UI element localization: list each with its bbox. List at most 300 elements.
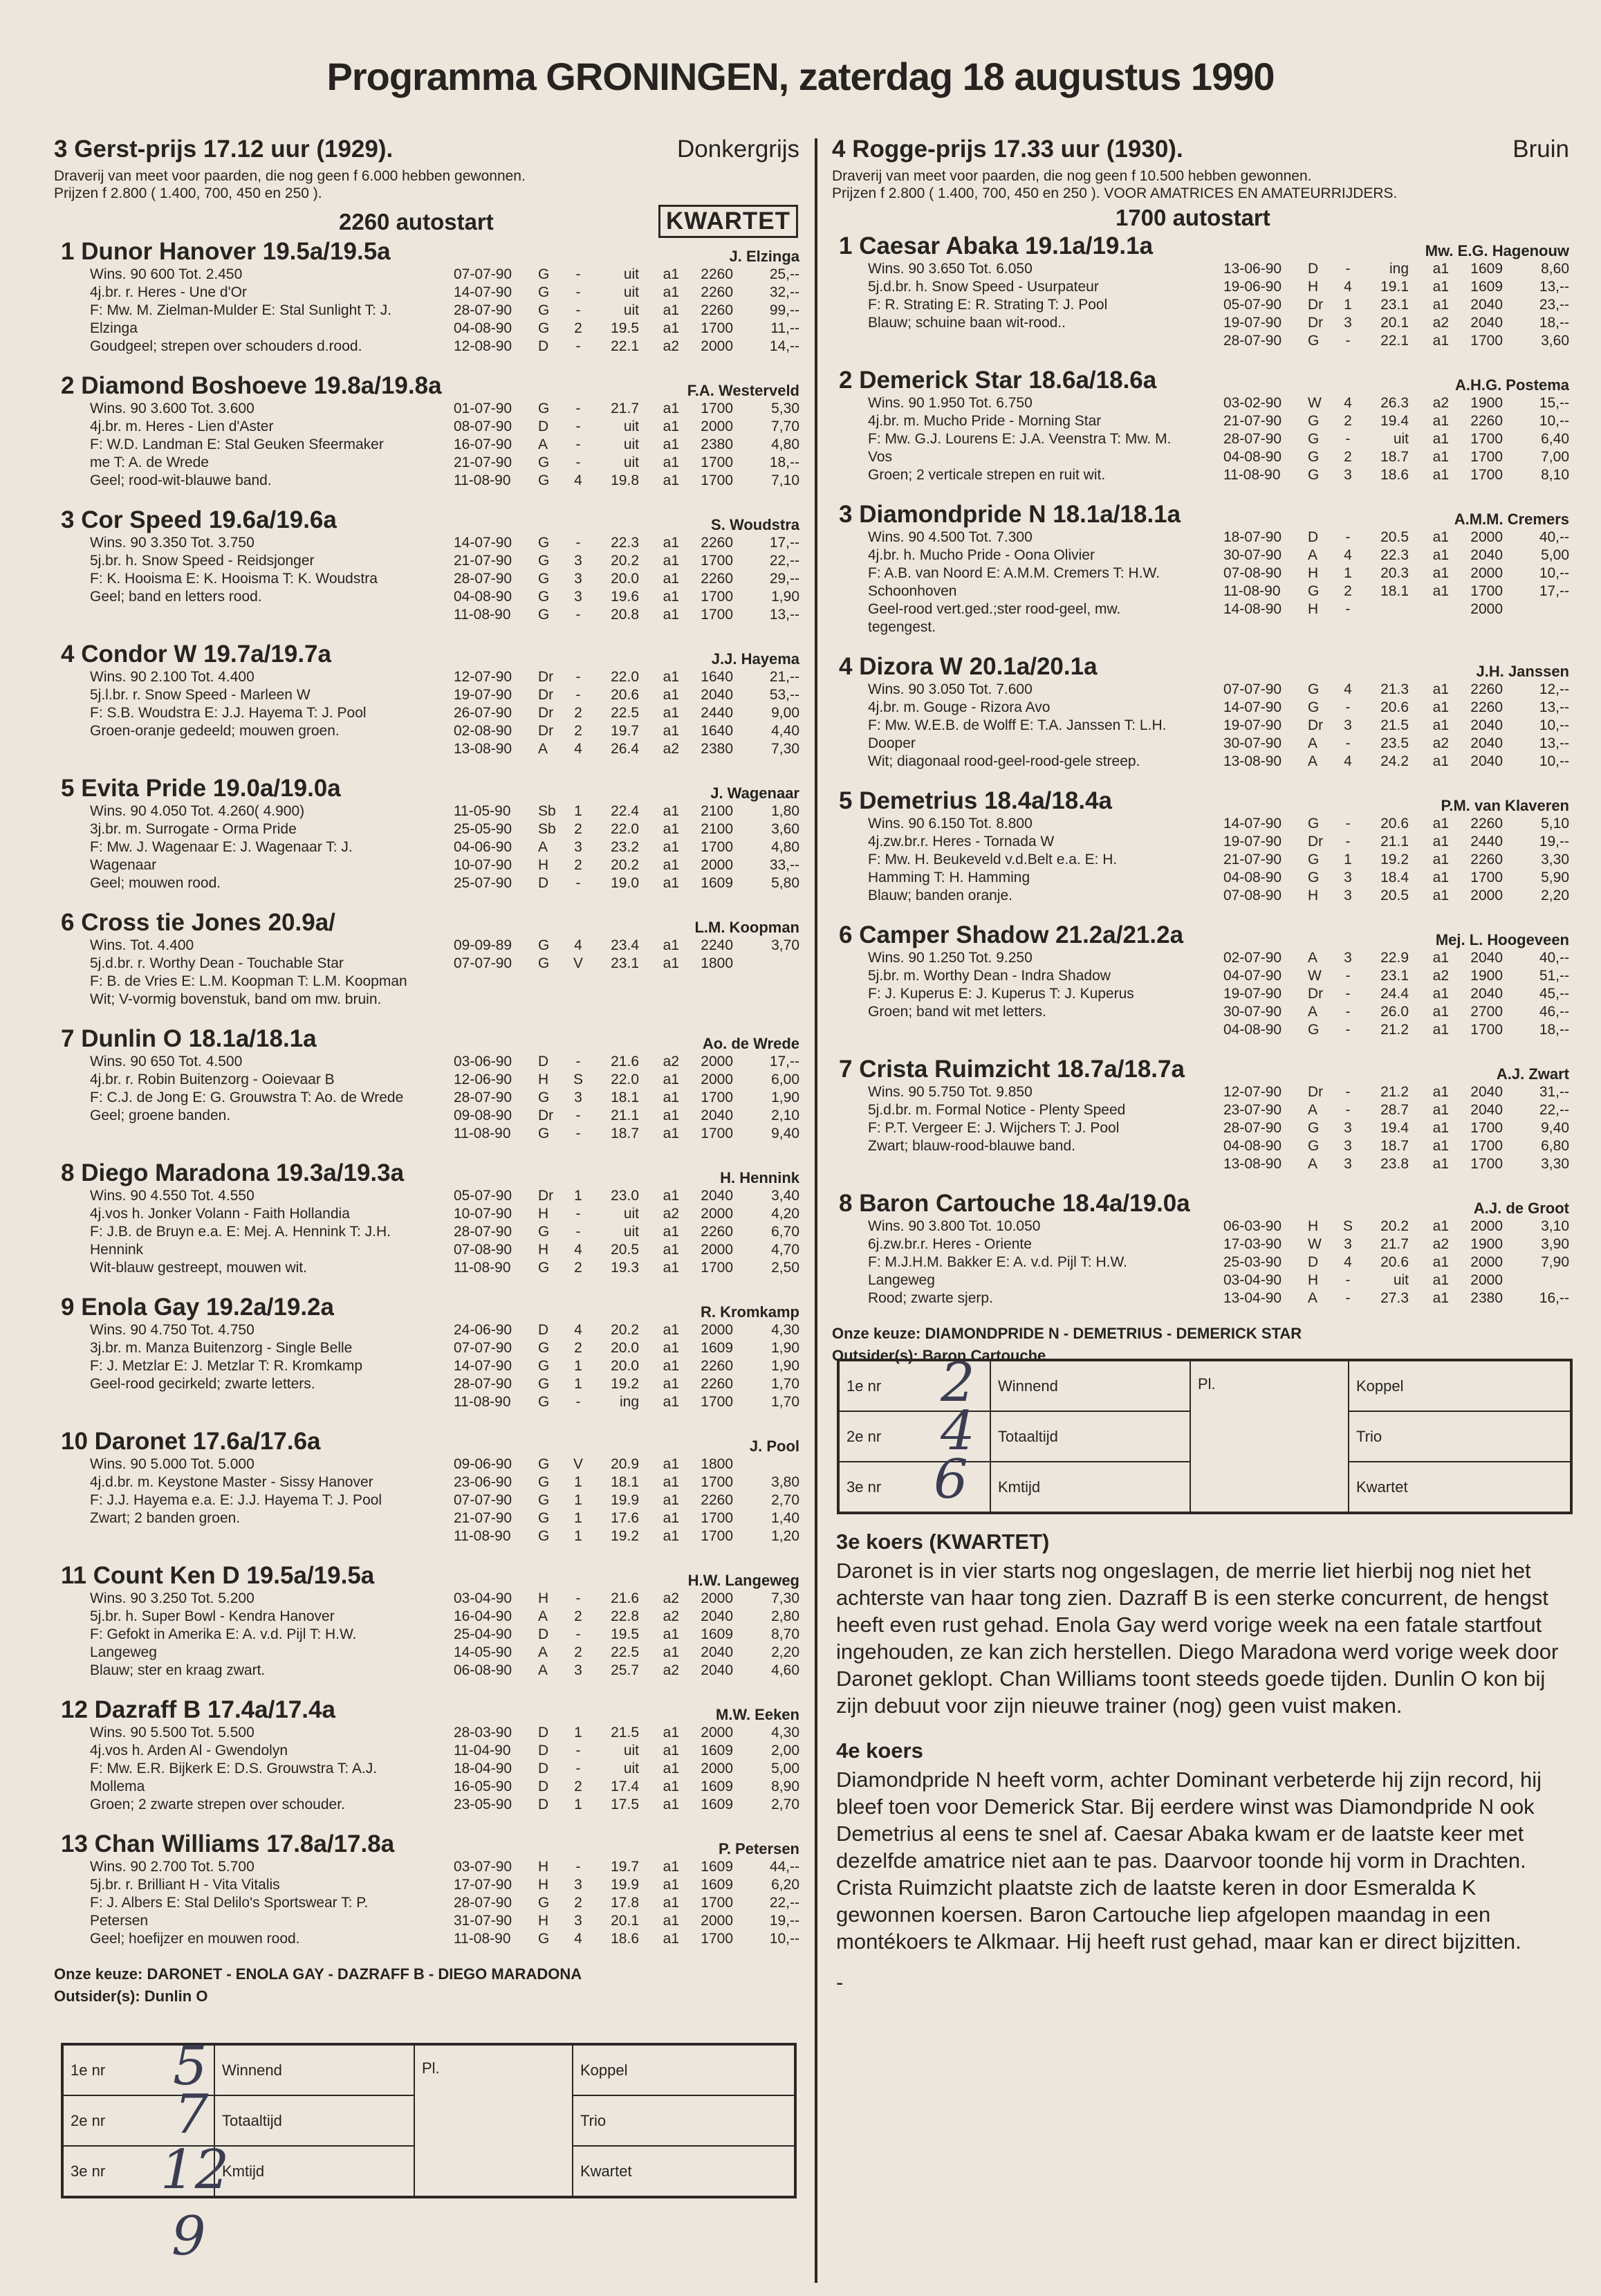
result-row xyxy=(454,686,799,704)
info-line: Geel; band en letters rood. xyxy=(90,589,262,605)
result-cell: 1700 xyxy=(701,320,733,336)
info-line: 4j.br. r. Robin Buitenzorg - Ooievaar B xyxy=(90,1072,335,1087)
result-cell: uit xyxy=(623,1743,639,1758)
info-line: 6j.zw.br.r. Heres - Oriente xyxy=(868,1236,1032,1252)
result-cell: a1 xyxy=(1432,1138,1449,1154)
result-cell: 2260 xyxy=(701,284,733,300)
result-row xyxy=(1223,699,1569,717)
info-line: 4j.br. m. Mucho Pride - Morning Star xyxy=(868,413,1102,429)
result-cell: - xyxy=(1345,1290,1351,1306)
result-cell: 1700 xyxy=(1470,1138,1503,1154)
result-cell: 1,90 xyxy=(771,1358,799,1374)
result-cell: 30-07-90 xyxy=(1223,735,1282,751)
info-line: me T: A. de Wrede xyxy=(90,454,209,470)
result-cell: G xyxy=(538,1126,550,1141)
info-line: Geel; mouwen rood. xyxy=(90,875,221,891)
horse-entry xyxy=(54,775,799,892)
result-row xyxy=(1223,466,1569,484)
result-cell: 1,40 xyxy=(771,1510,799,1526)
result-cell: 21.5 xyxy=(1380,717,1409,733)
result-cell: 2000 xyxy=(701,1322,733,1338)
result-cell: 10,-- xyxy=(769,1931,799,1947)
result-row xyxy=(454,1241,799,1259)
driver-name: H. Hennink xyxy=(720,1169,799,1186)
result-cell: Dr xyxy=(1308,315,1324,331)
result-cell: 2,70 xyxy=(771,1492,799,1508)
result-cell: 20.1 xyxy=(611,1913,639,1929)
horse-entry xyxy=(54,1294,799,1411)
result-cell: 23.2 xyxy=(611,839,639,855)
result-cell: 1700 xyxy=(701,472,733,488)
result-cell: G xyxy=(538,955,550,971)
info-line: 4j.d.br. m. Keystone Master - Sissy Hanover xyxy=(90,1474,373,1490)
result-cell: 20.3 xyxy=(1380,565,1409,581)
bet-cell: Trio xyxy=(573,2095,795,2146)
result-cell: 17.5 xyxy=(611,1797,639,1812)
result-cell: 2000 xyxy=(701,1054,733,1069)
result-row xyxy=(454,1259,799,1277)
info-line: F: Mw. E.R. Bijkerk E: D.S. Grouwstra T: A.J. xyxy=(90,1761,378,1776)
result-row xyxy=(1223,949,1569,967)
result-cell: W xyxy=(1308,1236,1322,1252)
result-cell: 04-08-90 xyxy=(1223,870,1282,885)
result-cell: 2260 xyxy=(1470,816,1503,832)
result-cell: A xyxy=(1308,1290,1318,1306)
driver-name: S. Woudstra xyxy=(711,516,799,533)
result-cell: 19-07-90 xyxy=(1223,717,1282,733)
result-cell: D xyxy=(1308,529,1319,545)
info-line: Wit; V-vormig bovenstuk, band om mw. bruin. xyxy=(90,991,382,1007)
result-cell: 2260 xyxy=(1470,413,1503,429)
result-cell: 26.0 xyxy=(1380,1004,1409,1020)
result-cell: - xyxy=(575,1626,581,1642)
result-cell: a2 xyxy=(1432,395,1449,411)
result-cell: 32,-- xyxy=(769,284,799,300)
prizes-line: Prijzen f 2.800 ( 1.400, 700, 450 en 250 ). VOOR AMATRICES EN AMATEURRIJDERS. xyxy=(832,185,1398,201)
result-cell: a1 xyxy=(1432,1254,1449,1270)
info-line: Geel; groene banden. xyxy=(90,1108,231,1123)
info-line: 4j.br. m. Gouge - Rizora Avo xyxy=(868,699,1051,715)
result-cell: 22.0 xyxy=(611,821,639,837)
result-cell: a1 xyxy=(663,1340,679,1356)
result-cell: uit xyxy=(623,454,639,470)
result-cell: 1 xyxy=(574,1492,582,1508)
result-cell: G xyxy=(1308,681,1320,697)
result-row xyxy=(454,1724,799,1742)
result-cell: 1700 xyxy=(701,1895,733,1911)
result-cell: 2 xyxy=(1344,449,1352,465)
result-cell: 07-07-90 xyxy=(454,1492,512,1508)
horse-info xyxy=(54,668,441,758)
result-cell: a1 xyxy=(663,723,679,739)
horse-list xyxy=(832,232,1569,1307)
result-cell: 4 xyxy=(1344,1254,1352,1270)
info-line: Groen; 2 zwarte strepen over schouder. xyxy=(90,1797,345,1812)
result-cell: 4,60 xyxy=(771,1662,799,1678)
result-cell: 19.4 xyxy=(1380,413,1409,429)
result-cell: a1 xyxy=(1432,1022,1449,1038)
result-cell: 3,60 xyxy=(771,821,799,837)
horse-entry xyxy=(832,653,1569,771)
result-cell: - xyxy=(575,1590,581,1606)
info-line: 4j.br. m. Heres - Lien d'Aster xyxy=(90,419,274,434)
info-line: 4j.br. h. Mucho Pride - Oona Olivier xyxy=(868,547,1095,563)
result-row xyxy=(1223,1083,1569,1101)
result-cell: 2040 xyxy=(1470,1102,1503,1118)
results-table xyxy=(1223,529,1569,636)
result-cell: G xyxy=(538,1340,550,1356)
race-subheader xyxy=(832,205,1569,232)
result-cell: 20.9 xyxy=(611,1456,639,1472)
result-cell: 2100 xyxy=(701,821,733,837)
result-cell: 20.2 xyxy=(1380,1218,1409,1234)
info-line: Wins. 90 600 Tot. 2.450 xyxy=(90,266,243,282)
info-line: 4j.zw.br.r. Heres - Tornada W xyxy=(868,834,1055,849)
result-cell: 2 xyxy=(574,1608,582,1624)
result-cell: D xyxy=(538,1054,549,1069)
result-cell: 17.8 xyxy=(611,1895,639,1911)
result-cell: 18.7 xyxy=(1380,1138,1409,1154)
result-cell: 1700 xyxy=(701,589,733,605)
horse-name: 6 Camper Shadow 21.2a/21.2a xyxy=(839,921,1184,948)
results-table xyxy=(454,1858,799,1948)
result-cell: 19.7 xyxy=(611,1859,639,1875)
result-cell: G xyxy=(1308,1138,1320,1154)
info-line: Geel; hoefijzer en mouwen rood. xyxy=(90,1931,300,1947)
result-cell: 22.0 xyxy=(611,669,639,685)
result-cell: 28-07-90 xyxy=(454,571,512,587)
result-row xyxy=(1223,717,1569,735)
result-cell: 4 xyxy=(574,1242,582,1258)
result-cell: 2260 xyxy=(701,1376,733,1392)
result-cell: H xyxy=(538,1913,549,1929)
result-cell: D xyxy=(538,1743,549,1758)
result-cell: - xyxy=(1345,1004,1351,1020)
bet-cell: Totaaltijd xyxy=(214,2095,414,2146)
result-row xyxy=(1223,1101,1569,1119)
result-cell: 13-04-90 xyxy=(1223,1290,1282,1306)
driver-name: M.W. Eeken xyxy=(715,1706,799,1723)
result-cell: 1700 xyxy=(701,1931,733,1947)
info-line: Zwart; blauw-rood-blauwe band. xyxy=(868,1138,1075,1154)
result-cell: 14-07-90 xyxy=(1223,699,1282,715)
info-line: Goudgeel; strepen over schouders d.rood. xyxy=(90,338,362,354)
result-cell: D xyxy=(538,338,549,354)
info-line: F: Mw. W.E.B. de Wolff E: T.A. Janssen T: L.H. xyxy=(868,717,1167,733)
result-cell: Dr xyxy=(1308,986,1324,1002)
result-cell: 21-07-90 xyxy=(1223,852,1282,867)
result-cell: 3 xyxy=(574,839,582,855)
result-row xyxy=(454,302,799,320)
result-row xyxy=(1223,296,1569,314)
result-cell: A xyxy=(1308,1004,1318,1020)
result-cell: Dr xyxy=(1308,1084,1324,1100)
result-cell: - xyxy=(575,1126,581,1141)
result-cell: 2 xyxy=(1344,413,1352,429)
result-cell: A xyxy=(1308,547,1318,563)
result-cell: 2260 xyxy=(1470,681,1503,697)
result-row xyxy=(454,284,799,302)
result-cell: 19.5 xyxy=(611,1626,639,1642)
info-line: Wins. 90 3.800 Tot. 10.050 xyxy=(868,1218,1041,1234)
result-cell: 3 xyxy=(1344,950,1352,966)
result-cell: 28-07-90 xyxy=(1223,1120,1282,1136)
result-cell: H xyxy=(1308,1272,1319,1288)
result-cell: 17-03-90 xyxy=(1223,1236,1282,1252)
handwritten-pick: 4 xyxy=(941,1400,975,1462)
result-cell: 18,-- xyxy=(1539,315,1569,331)
result-cell: 2040 xyxy=(1470,1084,1503,1100)
start-type: 1700 autostart xyxy=(1116,205,1270,230)
result-cell: 23.1 xyxy=(1380,968,1409,984)
result-cell: 18-07-90 xyxy=(1223,529,1282,545)
result-cell: 22.3 xyxy=(611,535,639,551)
result-cell: 16-05-90 xyxy=(454,1779,512,1794)
result-cell: 2 xyxy=(574,1779,582,1794)
result-cell: 2440 xyxy=(701,705,733,721)
info-line: F: S.B. Woudstra E: J.J. Hayema T: J. Pool xyxy=(90,705,367,721)
result-cell: 6,40 xyxy=(1541,431,1569,447)
result-cell: 19-07-90 xyxy=(1223,986,1282,1002)
result-cell: 2,20 xyxy=(1541,888,1569,903)
bet-cell: Winnend xyxy=(214,2045,414,2095)
result-cell: 2,80 xyxy=(771,1608,799,1624)
result-cell: a1 xyxy=(1432,583,1449,599)
result-cell: A xyxy=(538,1608,548,1624)
result-cell: 4 xyxy=(1344,681,1352,697)
result-row xyxy=(1223,448,1569,466)
result-cell: a1 xyxy=(1432,279,1449,295)
result-cell: 1,90 xyxy=(771,1090,799,1105)
result-cell: - xyxy=(575,1394,581,1410)
info-line: 5j.d.br. r. Worthy Dean - Touchable Star xyxy=(90,955,344,971)
result-cell: - xyxy=(1345,1272,1351,1288)
result-row xyxy=(454,1930,799,1948)
result-cell: - xyxy=(1345,333,1351,349)
horse-info xyxy=(54,1858,441,1948)
result-row xyxy=(1223,1271,1569,1289)
info-line: F: M.J.H.M. Bakker E: A. v.d. Pijl T: H.W. xyxy=(868,1254,1127,1270)
horse-info xyxy=(54,1053,441,1143)
info-line: Wins. 90 2.100 Tot. 4.400 xyxy=(90,669,255,685)
result-cell: G xyxy=(1308,583,1320,599)
result-cell: 4 xyxy=(1344,547,1352,563)
result-cell: 22.4 xyxy=(611,803,639,819)
result-cell: G xyxy=(1308,413,1320,429)
result-cell: 1900 xyxy=(1470,395,1503,411)
result-cell: a1 xyxy=(663,1859,679,1875)
result-cell: 18-04-90 xyxy=(454,1761,512,1776)
result-cell: G xyxy=(538,607,550,623)
result-cell: D xyxy=(538,1779,549,1794)
driver-name: J. Wagenaar xyxy=(710,784,799,802)
result-cell: uit xyxy=(623,1206,639,1222)
result-cell: 12,-- xyxy=(1539,681,1569,697)
result-cell: - xyxy=(575,687,581,703)
result-row xyxy=(454,1357,799,1375)
result-cell: 09-06-90 xyxy=(454,1456,512,1472)
result-cell: 3 xyxy=(1344,1236,1352,1252)
result-cell: - xyxy=(575,875,581,891)
results-table xyxy=(1223,681,1569,771)
result-cell: 07-08-90 xyxy=(454,1242,512,1258)
result-cell: 53,-- xyxy=(769,687,799,703)
result-row xyxy=(454,570,799,588)
result-cell: 19.9 xyxy=(611,1877,639,1893)
result-cell: G xyxy=(1308,449,1320,465)
result-cell: A xyxy=(1308,753,1318,769)
result-cell: G xyxy=(538,1895,550,1911)
result-cell: 11-05-90 xyxy=(454,803,511,819)
result-cell: 1640 xyxy=(701,669,733,685)
result-row xyxy=(1223,394,1569,412)
result-cell: 10-07-90 xyxy=(454,1206,512,1222)
conditions-line: Draverij van meet voor paarden, die nog geen f 6.000 hebben gewonnen. xyxy=(54,168,526,184)
result-cell: 3 xyxy=(574,589,582,605)
result-row xyxy=(454,1455,799,1473)
result-cell: a1 xyxy=(1432,449,1449,465)
result-cell: 5,00 xyxy=(1541,547,1569,563)
commentary-text: Diamondpride N heeft vorm, achter Dominant verbeterde hij zijn record, hij bleef toen voor Demerick Star. Bij eerdere winst was Diamondpride N ook Demetrius al eens te snel af. Caesar Abaka kwam er de laatste keer met dezelfde amatrice niet aan te pas. Daarvoor toonde hij vorm in Drachten. Crista Ruimzicht plaatste zich de laatste keren in door Esmeralda K gewonnen koersen. Baron Cartouche liep afgelopen maandag in een montékoers te Alkmaar. Hij heeft rust gehad, maar kan er direct bijzitten. xyxy=(836,1767,1542,1954)
result-cell: 28-07-90 xyxy=(454,1376,512,1392)
result-cell: 09-09-89 xyxy=(454,937,512,953)
info-line: F: B. de Vries E: L.M. Koopman T: L.M. Koopman xyxy=(90,973,407,989)
result-cell: 25.7 xyxy=(611,1662,639,1678)
result-cell: 11-08-90 xyxy=(454,1126,511,1141)
result-cell: 1700 xyxy=(701,1126,733,1141)
info-line: F: J. Kuperus E: J. Kuperus T: J. Kuperus xyxy=(868,986,1134,1002)
result-cell: - xyxy=(575,266,581,282)
result-cell: 2240 xyxy=(701,937,733,953)
result-cell: a1 xyxy=(663,1644,679,1660)
result-cell: a1 xyxy=(663,1224,679,1240)
result-cell: 30-07-90 xyxy=(1223,1004,1282,1020)
result-cell: a2 xyxy=(1432,968,1449,984)
result-cell: - xyxy=(575,1108,581,1123)
result-cell: 33,-- xyxy=(769,857,799,873)
result-cell: 1700 xyxy=(701,1528,733,1544)
result-cell: a1 xyxy=(1432,1084,1449,1100)
result-cell: 2040 xyxy=(1470,986,1503,1002)
conditions-line: Draverij van meet voor paarden, die nog geen f 10.500 hebben gewonnen. xyxy=(832,168,1312,184)
result-cell: 1 xyxy=(1344,297,1352,313)
result-cell: S xyxy=(1342,1218,1353,1234)
result-cell: 19.1 xyxy=(1380,279,1409,295)
info-line: Wins. 90 3.250 Tot. 5.200 xyxy=(90,1590,255,1606)
horse-entry xyxy=(54,372,799,490)
result-row xyxy=(454,1876,799,1894)
result-cell: 3 xyxy=(1344,870,1352,885)
horse-name: 11 Count Ken D 19.5a/19.5a xyxy=(61,1562,375,1589)
result-cell: a1 xyxy=(1432,950,1449,966)
result-cell: - xyxy=(575,1206,581,1222)
result-cell: a1 xyxy=(1432,1290,1449,1306)
info-line: 4j.br. r. Heres - Une d'Or xyxy=(90,284,247,300)
result-row xyxy=(454,400,799,418)
result-cell: 04-08-90 xyxy=(1223,1022,1282,1038)
result-cell: 4 xyxy=(1344,279,1352,295)
result-cell: 24.4 xyxy=(1380,986,1409,1002)
bet-row-label: 3e nr xyxy=(63,2146,214,2196)
result-cell: a1 xyxy=(663,607,679,623)
horse-info xyxy=(832,260,1219,350)
result-cell: 1 xyxy=(574,803,582,819)
result-cell: a1 xyxy=(663,302,679,318)
info-line: Wins. 90 3.050 Tot. 7.600 xyxy=(868,681,1033,697)
result-cell: 2 xyxy=(1344,583,1352,599)
result-cell: G xyxy=(538,284,550,300)
result-row xyxy=(454,1375,799,1393)
result-cell: G xyxy=(1308,870,1320,885)
result-cell: 05-07-90 xyxy=(454,1188,512,1204)
result-cell: 02-07-90 xyxy=(1223,950,1282,966)
result-cell: a1 xyxy=(663,1743,679,1758)
result-cell: - xyxy=(1345,529,1351,545)
horse-name: 5 Evita Pride 19.0a/19.0a xyxy=(61,775,341,802)
result-cell: H xyxy=(538,1072,549,1087)
result-cell: a2 xyxy=(663,1054,679,1069)
result-cell: 03-02-90 xyxy=(1223,395,1282,411)
result-cell: - xyxy=(575,1859,581,1875)
result-row xyxy=(454,1760,799,1778)
result-row xyxy=(454,838,799,856)
bet-cell: Kwartet xyxy=(1349,1462,1571,1512)
result-cell: 17,-- xyxy=(769,535,799,551)
result-cell: 12-08-90 xyxy=(454,338,512,354)
result-cell: 23-06-90 xyxy=(454,1474,512,1490)
info-line: 3j.br. m. Manza Buitenzorg - Single Belle xyxy=(90,1340,353,1356)
result-cell: 11-08-90 xyxy=(454,1260,511,1276)
result-cell: Sb xyxy=(538,803,556,819)
info-line: Wins. 90 2.700 Tot. 5.700 xyxy=(90,1859,255,1875)
result-cell: 7,30 xyxy=(771,1590,799,1606)
result-row xyxy=(1223,582,1569,600)
result-cell: 17,-- xyxy=(1539,583,1569,599)
result-cell: 22.1 xyxy=(1380,333,1409,349)
info-line: Hamming T: H. Hamming xyxy=(868,870,1030,885)
result-cell: 13-06-90 xyxy=(1223,261,1282,277)
result-cell: H xyxy=(1308,601,1319,617)
result-cell: A xyxy=(1308,950,1318,966)
result-cell: 20.2 xyxy=(611,1322,639,1338)
result-row xyxy=(1223,1003,1569,1021)
result-cell: 19.2 xyxy=(1380,852,1409,867)
result-cell: 3 xyxy=(574,553,582,569)
result-row xyxy=(454,874,799,892)
result-cell: - xyxy=(575,669,581,685)
result-cell: 3 xyxy=(1344,1120,1352,1136)
result-cell: 07-07-90 xyxy=(1223,681,1282,697)
result-cell: - xyxy=(1345,834,1351,849)
result-cell: ing xyxy=(1389,261,1409,277)
result-cell: - xyxy=(1345,261,1351,277)
result-cell: 2 xyxy=(574,1260,582,1276)
result-cell: 28-07-90 xyxy=(1223,333,1282,349)
result-row xyxy=(454,534,799,552)
results-table xyxy=(454,1590,799,1680)
result-cell: 13-08-90 xyxy=(1223,753,1282,769)
commentary-text: Daronet is in vier starts nog ongeslagen, de merrie liet hierbij nog niet het achterste van haar tong zien. Dazraff B is een sterke concurrent, de hengst heeft even rust gehad. Enola Gay werd vorige week na een fatale startfout ingehouden, ze kan zich herstellen. Diego Maradona werd vorige week door Daronet geklopt. Chan Williams toont steeds goede tijden. Dunlin O kon bij zijn debuut voor zijn nieuwe trainer (nog) geen vuist maken. xyxy=(836,1559,1559,1718)
result-row xyxy=(454,1491,799,1509)
result-cell: 19-07-90 xyxy=(1223,315,1282,331)
horse-name: 7 Crista Ruimzicht 18.7a/18.7a xyxy=(839,1056,1185,1083)
result-cell: 8,60 xyxy=(1541,261,1569,277)
result-cell: 2380 xyxy=(701,437,733,452)
result-cell: 11,-- xyxy=(770,320,799,336)
result-cell: 03-06-90 xyxy=(454,1054,512,1069)
result-row xyxy=(454,418,799,436)
result-cell: 40,-- xyxy=(1539,950,1569,966)
